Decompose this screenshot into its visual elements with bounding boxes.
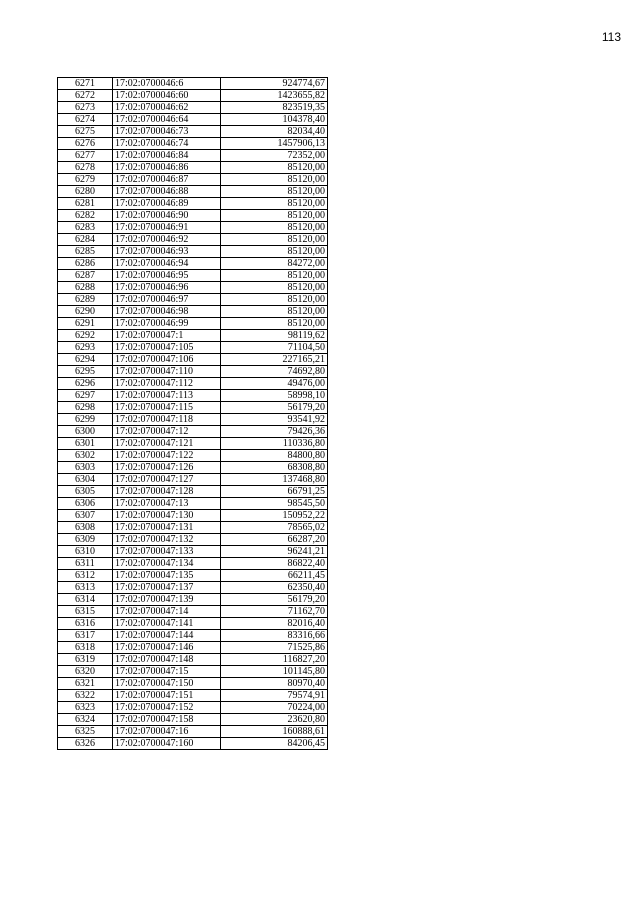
cadastral-number-cell: 17:02:0700047:13: [113, 498, 221, 510]
row-number-cell: 6300: [58, 426, 113, 438]
value-cell: 227165,21: [221, 354, 328, 366]
table-row: [58, 270, 328, 282]
table-row: [58, 294, 328, 306]
value-cell: 74692,80: [221, 366, 328, 378]
table-row: [58, 150, 328, 162]
table-row: [58, 450, 328, 462]
row-number-cell: 6286: [58, 258, 113, 270]
value-cell: 66287,20: [221, 534, 328, 546]
row-number-cell: 6318: [58, 642, 113, 654]
table-row: [58, 630, 328, 642]
row-number-cell: 6308: [58, 522, 113, 534]
row-number-cell: 6274: [58, 114, 113, 126]
value-cell: 85120,00: [221, 186, 328, 198]
table-row: [58, 498, 328, 510]
table-row: [58, 126, 328, 138]
table-row: [58, 162, 328, 174]
table-row: [58, 306, 328, 318]
value-cell: 86822,40: [221, 558, 328, 570]
cadastral-number-cell: 17:02:0700046:84: [113, 150, 221, 162]
table-row: [58, 594, 328, 606]
value-cell: 82034,40: [221, 126, 328, 138]
value-cell: 85120,00: [221, 306, 328, 318]
row-number-cell: 6285: [58, 246, 113, 258]
cadastral-number-cell: 17:02:0700046:60: [113, 90, 221, 102]
value-cell: 137468,80: [221, 474, 328, 486]
cadastral-number-cell: 17:02:0700047:113: [113, 390, 221, 402]
table-row: [58, 102, 328, 114]
cadastral-number-cell: 17:02:0700046:99: [113, 318, 221, 330]
row-number-cell: 6316: [58, 618, 113, 630]
value-cell: 96241,21: [221, 546, 328, 558]
table-row: [58, 342, 328, 354]
table-row: [58, 690, 328, 702]
table-row: [58, 558, 328, 570]
value-cell: 62350,40: [221, 582, 328, 594]
cadastral-number-cell: 17:02:0700047:106: [113, 354, 221, 366]
table-row: [58, 642, 328, 654]
cadastral-number-cell: 17:02:0700047:133: [113, 546, 221, 558]
table-row: [58, 738, 328, 750]
row-number-cell: 6279: [58, 174, 113, 186]
row-number-cell: 6301: [58, 438, 113, 450]
table-row: [58, 486, 328, 498]
cadastral-number-cell: 17:02:0700046:87: [113, 174, 221, 186]
table-row: [58, 534, 328, 546]
cadastral-number-cell: 17:02:0700047:122: [113, 450, 221, 462]
row-number-cell: 6322: [58, 690, 113, 702]
row-number-cell: 6276: [58, 138, 113, 150]
table-row: [58, 90, 328, 102]
value-cell: 80970,40: [221, 678, 328, 690]
cadastral-number-cell: 17:02:0700047:1: [113, 330, 221, 342]
table-row: [58, 474, 328, 486]
row-number-cell: 6282: [58, 210, 113, 222]
row-number-cell: 6323: [58, 702, 113, 714]
table-row: [58, 414, 328, 426]
cadastral-number-cell: 17:02:0700047:128: [113, 486, 221, 498]
value-cell: 160888,61: [221, 726, 328, 738]
table-row: [58, 354, 328, 366]
row-number-cell: 6315: [58, 606, 113, 618]
value-cell: 23620,80: [221, 714, 328, 726]
table-row: [58, 654, 328, 666]
cadastral-number-cell: 17:02:0700047:144: [113, 630, 221, 642]
cadastral-number-cell: 17:02:0700047:130: [113, 510, 221, 522]
cadastral-number-cell: 17:02:0700047:12: [113, 426, 221, 438]
value-cell: 85120,00: [221, 282, 328, 294]
row-number-cell: 6298: [58, 402, 113, 414]
value-cell: 85120,00: [221, 234, 328, 246]
value-cell: 72352,00: [221, 150, 328, 162]
row-number-cell: 6273: [58, 102, 113, 114]
table-row: [58, 714, 328, 726]
cadastral-number-cell: 17:02:0700046:98: [113, 306, 221, 318]
table-row: [58, 618, 328, 630]
table-row: [58, 138, 328, 150]
row-number-cell: 6320: [58, 666, 113, 678]
value-cell: 85120,00: [221, 174, 328, 186]
value-cell: 85120,00: [221, 246, 328, 258]
table-row: [58, 666, 328, 678]
row-number-cell: 6277: [58, 150, 113, 162]
value-cell: 93541,92: [221, 414, 328, 426]
cadastral-number-cell: 17:02:0700047:150: [113, 678, 221, 690]
row-number-cell: 6283: [58, 222, 113, 234]
cadastral-number-cell: 17:02:0700047:134: [113, 558, 221, 570]
value-cell: 78565,02: [221, 522, 328, 534]
table-row: [58, 186, 328, 198]
cadastral-number-cell: 17:02:0700047:126: [113, 462, 221, 474]
table-row: [58, 234, 328, 246]
row-number-cell: 6287: [58, 270, 113, 282]
value-cell: 71162,70: [221, 606, 328, 618]
cadastral-number-cell: 17:02:0700047:148: [113, 654, 221, 666]
cadastral-number-cell: 17:02:0700047:118: [113, 414, 221, 426]
row-number-cell: 6290: [58, 306, 113, 318]
value-cell: 82016,40: [221, 618, 328, 630]
value-cell: 79574,91: [221, 690, 328, 702]
cadastral-number-cell: 17:02:0700047:139: [113, 594, 221, 606]
value-cell: 66211,45: [221, 570, 328, 582]
value-cell: 116827,20: [221, 654, 328, 666]
value-cell: 71525,86: [221, 642, 328, 654]
value-cell: 98545,50: [221, 498, 328, 510]
row-number-cell: 6314: [58, 594, 113, 606]
cadastral-number-cell: 17:02:0700046:97: [113, 294, 221, 306]
value-cell: 85120,00: [221, 210, 328, 222]
cadastral-number-cell: 17:02:0700046:88: [113, 186, 221, 198]
cadastral-number-cell: 17:02:0700047:121: [113, 438, 221, 450]
row-number-cell: 6275: [58, 126, 113, 138]
row-number-cell: 6326: [58, 738, 113, 750]
table-row: [58, 174, 328, 186]
value-cell: 85120,00: [221, 294, 328, 306]
value-cell: 150952,22: [221, 510, 328, 522]
table-row: [58, 582, 328, 594]
cadastral-number-cell: 17:02:0700047:137: [113, 582, 221, 594]
cadastral-number-cell: 17:02:0700047:158: [113, 714, 221, 726]
cadastral-number-cell: 17:02:0700047:152: [113, 702, 221, 714]
table-row: [58, 726, 328, 738]
table-row: [58, 330, 328, 342]
table-row: [58, 210, 328, 222]
row-number-cell: 6309: [58, 534, 113, 546]
table-row: [58, 522, 328, 534]
row-number-cell: 6312: [58, 570, 113, 582]
table-row: [58, 402, 328, 414]
table-row: [58, 366, 328, 378]
cadastral-number-cell: 17:02:0700047:14: [113, 606, 221, 618]
cadastral-number-cell: 17:02:0700047:112: [113, 378, 221, 390]
value-cell: 85120,00: [221, 162, 328, 174]
cadastral-number-cell: 17:02:0700047:132: [113, 534, 221, 546]
cadastral-number-cell: 17:02:0700047:16: [113, 726, 221, 738]
value-cell: 84206,45: [221, 738, 328, 750]
cadastral-number-cell: 17:02:0700047:135: [113, 570, 221, 582]
cadastral-number-cell: 17:02:0700047:127: [113, 474, 221, 486]
value-cell: 68308,80: [221, 462, 328, 474]
row-number-cell: 6272: [58, 90, 113, 102]
row-number-cell: 6297: [58, 390, 113, 402]
cadastral-number-cell: 17:02:0700047:105: [113, 342, 221, 354]
cadastral-number-cell: 17:02:0700046:92: [113, 234, 221, 246]
value-cell: 1423655,82: [221, 90, 328, 102]
table-row: [58, 438, 328, 450]
value-cell: 71104,50: [221, 342, 328, 354]
table-row: [58, 282, 328, 294]
value-cell: 104378,40: [221, 114, 328, 126]
table-row: [58, 462, 328, 474]
row-number-cell: 6296: [58, 378, 113, 390]
row-number-cell: 6311: [58, 558, 113, 570]
value-cell: 85120,00: [221, 270, 328, 282]
row-number-cell: 6293: [58, 342, 113, 354]
row-number-cell: 6291: [58, 318, 113, 330]
row-number-cell: 6295: [58, 366, 113, 378]
row-number-cell: 6292: [58, 330, 113, 342]
cadastral-number-cell: 17:02:0700046:89: [113, 198, 221, 210]
value-cell: 101145,80: [221, 666, 328, 678]
cadastral-number-cell: 17:02:0700046:74: [113, 138, 221, 150]
row-number-cell: 6299: [58, 414, 113, 426]
cadastral-value-table: [57, 77, 328, 750]
row-number-cell: 6306: [58, 498, 113, 510]
cadastral-number-cell: 17:02:0700046:96: [113, 282, 221, 294]
value-cell: 49476,00: [221, 378, 328, 390]
value-cell: 1457906,13: [221, 138, 328, 150]
cadastral-number-cell: 17:02:0700047:151: [113, 690, 221, 702]
cadastral-number-cell: 17:02:0700047:115: [113, 402, 221, 414]
value-cell: 924774,67: [221, 78, 328, 90]
value-cell: 66791,25: [221, 486, 328, 498]
value-cell: 98119,62: [221, 330, 328, 342]
cadastral-number-cell: 17:02:0700046:6: [113, 78, 221, 90]
table-row: [58, 426, 328, 438]
value-cell: 56179,20: [221, 402, 328, 414]
value-cell: 79426,36: [221, 426, 328, 438]
cadastral-number-cell: 17:02:0700046:91: [113, 222, 221, 234]
row-number-cell: 6317: [58, 630, 113, 642]
value-cell: 84800,80: [221, 450, 328, 462]
row-number-cell: 6284: [58, 234, 113, 246]
table-body: [58, 78, 328, 750]
table-row: [58, 390, 328, 402]
cadastral-number-cell: 17:02:0700047:131: [113, 522, 221, 534]
row-number-cell: 6289: [58, 294, 113, 306]
value-cell: 110336,80: [221, 438, 328, 450]
value-cell: 85120,00: [221, 198, 328, 210]
row-number-cell: 6325: [58, 726, 113, 738]
row-number-cell: 6280: [58, 186, 113, 198]
cadastral-number-cell: 17:02:0700046:62: [113, 102, 221, 114]
row-number-cell: 6324: [58, 714, 113, 726]
table-row: [58, 258, 328, 270]
table-row: [58, 198, 328, 210]
cadastral-number-cell: 17:02:0700047:141: [113, 618, 221, 630]
row-number-cell: 6304: [58, 474, 113, 486]
cadastral-number-cell: 17:02:0700046:64: [113, 114, 221, 126]
row-number-cell: 6321: [58, 678, 113, 690]
table-row: [58, 678, 328, 690]
value-cell: 85120,00: [221, 222, 328, 234]
row-number-cell: 6305: [58, 486, 113, 498]
cadastral-number-cell: 17:02:0700046:94: [113, 258, 221, 270]
table-row: [58, 114, 328, 126]
cadastral-number-cell: 17:02:0700046:86: [113, 162, 221, 174]
table-row: [58, 78, 328, 90]
page-number: 113: [601, 30, 621, 44]
row-number-cell: 6278: [58, 162, 113, 174]
row-number-cell: 6303: [58, 462, 113, 474]
value-cell: 56179,20: [221, 594, 328, 606]
value-cell: 70224,00: [221, 702, 328, 714]
table-row: [58, 378, 328, 390]
row-number-cell: 6310: [58, 546, 113, 558]
table-row: [58, 510, 328, 522]
cadastral-number-cell: 17:02:0700046:95: [113, 270, 221, 282]
row-number-cell: 6307: [58, 510, 113, 522]
table-row: [58, 702, 328, 714]
value-cell: 83316,66: [221, 630, 328, 642]
cadastral-number-cell: 17:02:0700046:93: [113, 246, 221, 258]
row-number-cell: 6294: [58, 354, 113, 366]
row-number-cell: 6288: [58, 282, 113, 294]
row-number-cell: 6319: [58, 654, 113, 666]
cadastral-number-cell: 17:02:0700047:110: [113, 366, 221, 378]
cadastral-number-cell: 17:02:0700047:146: [113, 642, 221, 654]
table-row: [58, 222, 328, 234]
table-row: [58, 606, 328, 618]
value-cell: 85120,00: [221, 318, 328, 330]
row-number-cell: 6271: [58, 78, 113, 90]
row-number-cell: 6281: [58, 198, 113, 210]
table-row: [58, 570, 328, 582]
row-number-cell: 6313: [58, 582, 113, 594]
cadastral-number-cell: 17:02:0700047:160: [113, 738, 221, 750]
cadastral-number-cell: 17:02:0700047:15: [113, 666, 221, 678]
cadastral-number-cell: 17:02:0700046:73: [113, 126, 221, 138]
value-cell: 823519,35: [221, 102, 328, 114]
cadastral-number-cell: 17:02:0700046:90: [113, 210, 221, 222]
table-row: [58, 318, 328, 330]
table-row: [58, 546, 328, 558]
row-number-cell: 6302: [58, 450, 113, 462]
value-cell: 84272,00: [221, 258, 328, 270]
table-row: [58, 246, 328, 258]
value-cell: 58998,10: [221, 390, 328, 402]
